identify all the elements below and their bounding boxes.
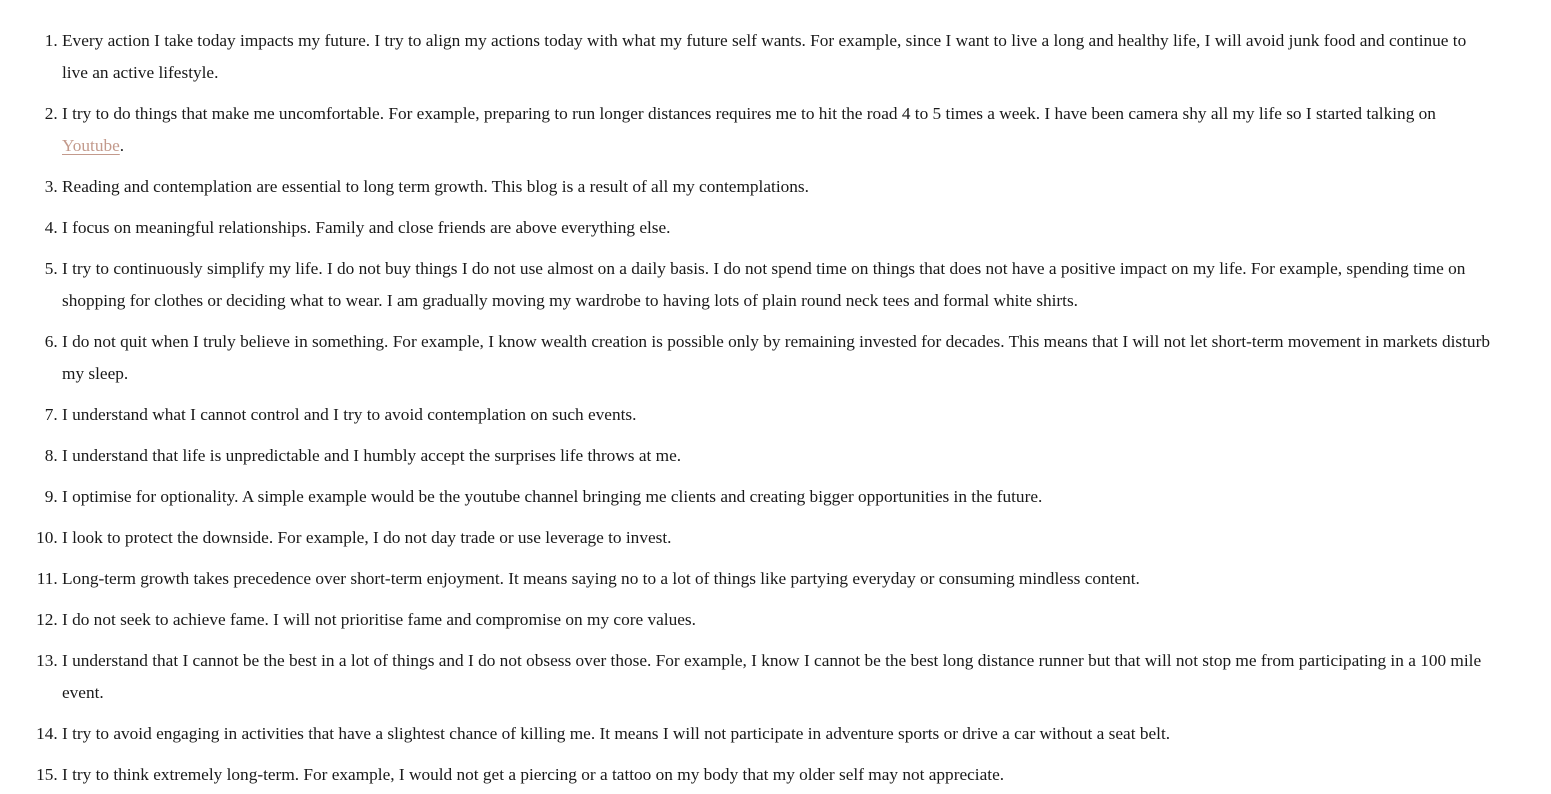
list-item-text: I understand that I cannot be the best in a lot of things and I do not obsess over those. For example, I know I cannot be the best long distance runner but that will not stop me from participating in a 100 mile event. [62,651,1482,702]
youtube-link[interactable]: Youtube [62,136,120,155]
list-item [62,522,1491,554]
list-item-text: I focus on meaningful relationships. Family and close friends are above everything else. [62,218,671,237]
list-item [62,563,1491,595]
list-item [62,25,1491,89]
list-item-text: Long-term growth takes precedence over short-term enjoyment. It means saying no to a lot of things like partying everyday or consuming mindless content. [62,569,1140,588]
list-item-text: I look to protect the downside. For example, I do not day trade or use leverage to invest. [62,528,672,547]
list-item [62,98,1491,162]
list-item-text: I try to continuously simplify my life. I do not buy things I do not use almost on a daily basis. I do not spend time on things that does not have a positive impact on my life. For example, spending time on shopping for clothes or deciding what to wear. I am gradually moving my wardrobe to having lots of plain round neck tees and formal white shirts. [62,259,1466,310]
list-item-text: I understand that life is unpredictable and I humbly accept the surprises life throws at me. [62,446,682,465]
list-item-text: I do not quit when I truly believe in something. For example, I know wealth creation is possible only by remaining invested for decades. This means that I will not let short-term movement in markets disturb my sleep. [62,332,1490,383]
list-item-text: I try to do things that make me uncomfortable. For example, preparing to run longer distances requires me to hit the road 4 to 5 times a week. I have been camera shy all my life so I started talking on [62,104,1436,123]
list-item-text: Every action I take today impacts my future. I try to align my actions today with what my future self wants. For example, since I want to live a long and healthy life, I will avoid junk food and continue to live an active lifestyle. [62,31,1467,82]
list-item [62,718,1491,750]
list-item-text: I try to avoid engaging in activities that have a slightest chance of killing me. It means I will not participate in adventure sports or drive a car without a seat belt. [62,724,1171,743]
list-item-text: I do not seek to achieve fame. I will not prioritise fame and compromise on my core values. [62,610,696,629]
list-item-text: I try to think extremely long-term. For example, I would not get a piercing or a tattoo on my body that my older self may not appreciate. [62,765,1005,784]
list-item [62,399,1491,431]
list-item [62,759,1491,791]
list-item [62,212,1491,244]
list-item-text: I optimise for optionality. A simple example would be the youtube channel bringing me clients and creating bigger opportunities in the future. [62,487,1043,506]
list-item [62,326,1491,390]
list-item-text-end: . [119,136,125,155]
list-item [62,481,1491,513]
list-item [62,171,1491,203]
list-item [62,440,1491,472]
list-item [62,253,1491,317]
list-item-text: Reading and contemplation are essential to long term growth. This blog is a result of all my contemplations. [62,177,809,196]
list-item-text: I understand what I cannot control and I try to avoid contemplation on such events. [62,405,637,424]
list-item [62,604,1491,636]
list-item [62,645,1491,709]
